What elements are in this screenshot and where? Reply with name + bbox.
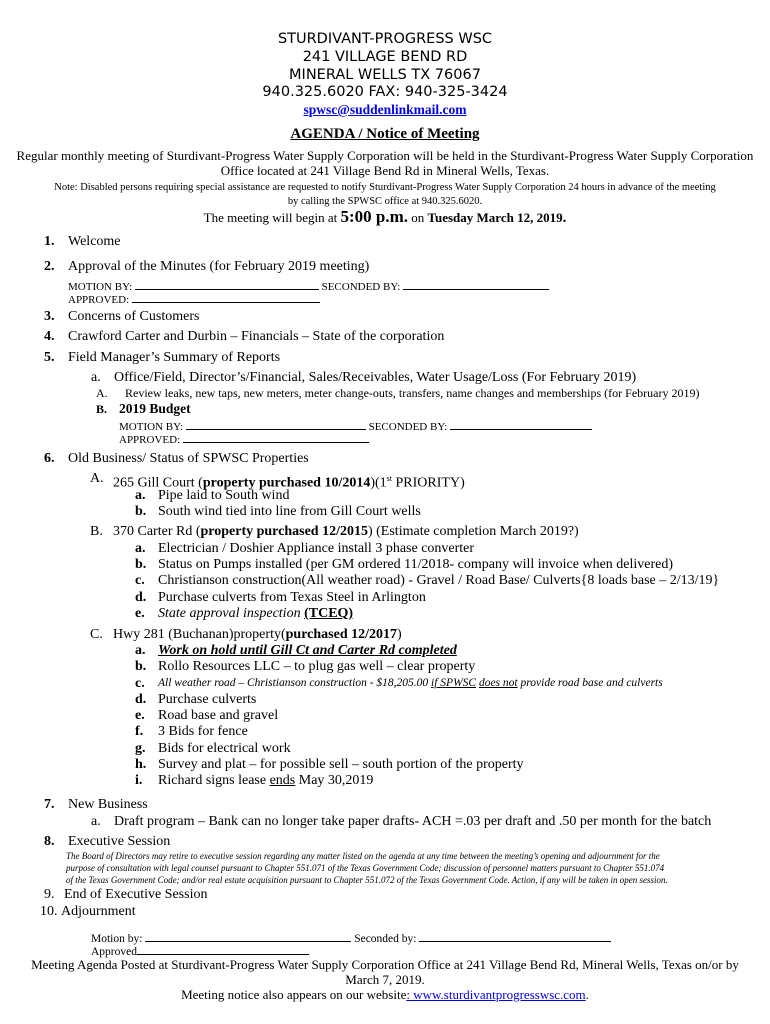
sec5-A-text: Review leaks, new taps, new meters, meter change-outs, transfers, name changes and memberships (for February 2019) xyxy=(125,386,700,400)
footer-motion-blank[interactable] xyxy=(145,930,351,942)
property-C-sub-c xyxy=(158,677,663,689)
begin-end: . xyxy=(562,210,567,226)
item-new-business: New Business xyxy=(68,797,148,812)
property-A-pre: 265 Gill Court ( xyxy=(113,475,203,491)
item-number-9: 9. xyxy=(44,887,55,902)
property-A-priority: PRIORITY) xyxy=(392,475,465,491)
budget-approved-label: APPROVED: xyxy=(119,434,181,446)
property-A-purchased: property purchased 10/2014 xyxy=(202,475,371,491)
footer-approved-label: Approved xyxy=(91,946,137,958)
property-B-sub-a-label: a. xyxy=(135,541,146,556)
property-A-post: )(1 xyxy=(370,475,387,491)
meeting-date: Tuesday March 12, 2019 xyxy=(427,210,563,225)
item-number-7: 7. xyxy=(44,797,55,812)
property-B-sub-d-label: d. xyxy=(135,590,147,605)
seconded-label: SECONDED BY: xyxy=(321,281,401,293)
property-C-sub-b-label: b. xyxy=(135,659,147,674)
property-B-post: ) (Estimate completion March 2019?) xyxy=(367,524,579,539)
property-C-sub-i xyxy=(158,773,373,789)
property-C-sub-h-label: h. xyxy=(135,757,147,772)
lease-ends: ends xyxy=(269,773,296,788)
sec5-A-label: A. xyxy=(96,386,108,400)
item-executive-session: Executive Session xyxy=(68,834,171,849)
footer-seconded-label: Seconded by: xyxy=(354,933,420,945)
road-cost: All weather road – Christianson construction - $18,205.00 xyxy=(158,677,432,689)
note-line-1: Note: Disabled persons requiring special assistance are requested to notify Sturdivant-Progress Water Supply Corporation 24 hours in advance of the meeting xyxy=(54,182,716,193)
property-B-purchased: property purchased 12/2015 xyxy=(200,524,368,539)
approved-blank[interactable] xyxy=(132,291,320,303)
page-title: AGENDA / Notice of Meeting xyxy=(290,126,480,142)
property-C-sub-d: Purchase culverts xyxy=(158,692,257,707)
property-C-post: ) xyxy=(397,627,402,642)
property-C-sub-f: 3 Bids for fence xyxy=(158,724,248,739)
property-C-sub-b: Rollo Resources LLC – to plug gas well – clear property xyxy=(158,659,476,674)
item-number-3: 3. xyxy=(44,309,55,324)
item-welcome: Welcome xyxy=(68,234,121,249)
item-old-business: Old Business/ Status of SPWSC Properties xyxy=(68,451,309,466)
item-number-5: 5. xyxy=(44,350,55,365)
website-line xyxy=(0,987,770,1003)
inspection-text: State approval inspection xyxy=(158,606,305,621)
item-number-4: 4. xyxy=(44,329,55,344)
begin-prefix: The meeting will begin at xyxy=(203,210,341,225)
property-B-heading xyxy=(113,524,579,540)
item-number-6: 6. xyxy=(44,451,55,466)
road-tail: provide road base and culverts xyxy=(517,677,663,689)
meeting-time-line xyxy=(0,207,770,228)
minutes-approved-line xyxy=(68,291,320,307)
property-C-sub-c-label: c. xyxy=(135,676,145,691)
property-C-sub-g-label: g. xyxy=(135,741,146,756)
item-concerns: Concerns of Customers xyxy=(68,309,200,324)
item-field-manager: Field Manager’s Summary of Reports xyxy=(68,350,281,365)
footer-approved-line xyxy=(91,943,309,958)
property-C-pre: Hwy 281 (Buchanan)property( xyxy=(113,627,286,642)
property-A-label: A. xyxy=(90,471,104,486)
property-B-label: B. xyxy=(90,524,103,539)
sec5-a-label: a. xyxy=(91,370,101,385)
property-B-sub-e xyxy=(158,606,353,622)
intro-line-1: Regular monthly meeting of Sturdivant-Progress Water Supply Corporation will be held in the Sturdivant-Progress Water Supply Corporation xyxy=(16,148,754,163)
intro-line-2: Office located at 241 Village Bend Rd in Mineral Wells, Texas. xyxy=(220,163,550,178)
property-A-sub-b-label: b. xyxy=(135,504,147,519)
sec5-B-label: B. xyxy=(96,402,108,416)
org-name: STURDIVANT-PROGRESS WSC xyxy=(277,31,493,47)
website-link[interactable]: : www.sturdivantprogresswsc.com xyxy=(406,987,586,1002)
posted-line-2: March 7, 2019. xyxy=(345,972,425,987)
org-phone: 940.325.6020 FAX: 940-325-3424 xyxy=(262,84,508,100)
footer-seconded-blank[interactable] xyxy=(419,930,611,942)
item-number-1: 1. xyxy=(44,234,55,249)
exec-note-2: purpose of consultation with legal counsel pursuant to Chapter 551.071 of the Texas Government Code; discussion of personnel matters pursuant to Chapter 551.074 xyxy=(66,863,665,873)
does-not: does not xyxy=(478,677,518,689)
exec-note-1: The Board of Directors may retire to executive session regarding any matter listed on the agenda at any time between the meeting’s opening and adjournment for the xyxy=(66,851,660,861)
item-number-2: 2. xyxy=(44,259,55,274)
sec7-a-text: Draft program – Bank can no longer take paper drafts- ACH =.03 per draft and .50 per month for the batch xyxy=(114,814,712,829)
sec5-a-text: Office/Field, Director’s/Financial, Sales/Receivables, Water Usage/Loss (For February 2019) xyxy=(114,370,637,385)
lease-date: May 30,2019 xyxy=(295,773,374,788)
exec-note-3: of the Texas Government Code; and/or real estate acquisition pursuant to Chapter 551.072 of the Texas Government Code. Action, if any will be taken in open session. xyxy=(66,875,668,885)
property-C-sub-i-label: i. xyxy=(135,773,143,788)
note-line-2: by calling the SPWSC office at 940.325.6020. xyxy=(287,196,483,207)
budget-seconded-blank[interactable] xyxy=(450,418,592,430)
if-spwsc: if SPWSC xyxy=(431,677,477,689)
property-C-sub-a-label: a. xyxy=(135,643,146,658)
property-C-heading xyxy=(113,627,402,643)
org-city: MINERAL WELLS TX 76067 xyxy=(289,67,481,83)
begin-mid: on xyxy=(408,210,428,225)
item-number-8: 8. xyxy=(44,834,55,849)
property-C-sub-d-label: d. xyxy=(135,692,147,707)
budget-motion-blank[interactable] xyxy=(186,418,366,430)
lease-pre: Richard signs lease xyxy=(158,773,270,788)
budget-approved-line xyxy=(119,431,369,447)
footer-motion-label: Motion by: xyxy=(91,933,146,945)
footer-approved-blank[interactable] xyxy=(137,943,309,955)
property-C-sub-a: Work on hold until Gill Ct and Carter Rd completed xyxy=(158,643,457,658)
item-number-10: 10. xyxy=(40,904,58,919)
property-C-purchased: purchased 12/2017 xyxy=(285,627,397,642)
budget-seconded-label: SECONDED BY: xyxy=(368,421,448,433)
budget-motion-label: MOTION BY: xyxy=(119,421,184,433)
motion-blank[interactable] xyxy=(135,278,319,290)
budget-approved-blank[interactable] xyxy=(183,431,369,443)
property-C-sub-f-label: f. xyxy=(135,724,144,739)
property-B-sub-d: Purchase culverts from Texas Steel in Arlington xyxy=(158,590,426,605)
property-C-label: C. xyxy=(90,627,103,642)
website-suffix: . xyxy=(585,987,589,1002)
motion-label: MOTION BY: xyxy=(68,281,133,293)
property-A-sup: st xyxy=(386,474,393,483)
item-end-executive: End of Executive Session xyxy=(64,887,208,902)
item-adjournment: Adjournment xyxy=(61,904,136,919)
property-C-sub-e: Road base and gravel xyxy=(158,708,279,723)
email-link[interactable]: spwsc@suddenlinkmail.com xyxy=(303,102,467,117)
property-B-sub-c: Christianson construction(All weather road) - Gravel / Road Base/ Culverts{8 loads base – 2/13/19} xyxy=(158,573,720,588)
meeting-time: 5:00 p.m. xyxy=(340,207,409,226)
property-A-sub-b: South wind tied into line from Gill Court wells xyxy=(158,504,421,519)
sec7-a-label: a. xyxy=(91,814,101,829)
property-B-sub-b-label: b. xyxy=(135,557,147,572)
posted-line-1: Meeting Agenda Posted at Sturdivant-Progress Water Supply Corporation Office at 241 Village Bend Rd, Mineral Wells, Texas on/or by xyxy=(31,957,739,972)
property-C-sub-g: Bids for electrical work xyxy=(158,741,291,756)
property-C-sub-e-label: e. xyxy=(135,708,145,723)
property-B-sub-c-label: c. xyxy=(135,573,145,588)
property-B-sub-b: Status on Pumps installed (per GM ordered 11/2018- company will invoice when delivered) xyxy=(158,557,674,572)
seconded-blank[interactable] xyxy=(403,278,549,290)
property-B-pre: 370 Carter Rd ( xyxy=(113,524,201,539)
property-A-sub-a: Pipe laid to South wind xyxy=(158,488,290,503)
property-C-sub-h: Survey and plat – for possible sell – south portion of the property xyxy=(158,757,524,772)
sec5-B-text: 2019 Budget xyxy=(119,401,191,416)
website-prefix: Meeting notice also appears on our website xyxy=(181,987,407,1002)
org-street: 241 VILLAGE BEND RD xyxy=(302,49,468,65)
item-minutes: Approval of the Minutes (for February 2019 meeting) xyxy=(68,259,370,274)
approved-label: APPROVED: xyxy=(68,294,130,306)
property-B-sub-a: Electrician / Doshier Appliance install 3 phase converter xyxy=(158,541,475,556)
tceq-label: (TCEQ) xyxy=(304,606,354,621)
item-financials: Crawford Carter and Durbin – Financials – State of the corporation xyxy=(68,329,445,344)
property-A-sub-a-label: a. xyxy=(135,488,146,503)
property-B-sub-e-label: e. xyxy=(135,606,145,621)
